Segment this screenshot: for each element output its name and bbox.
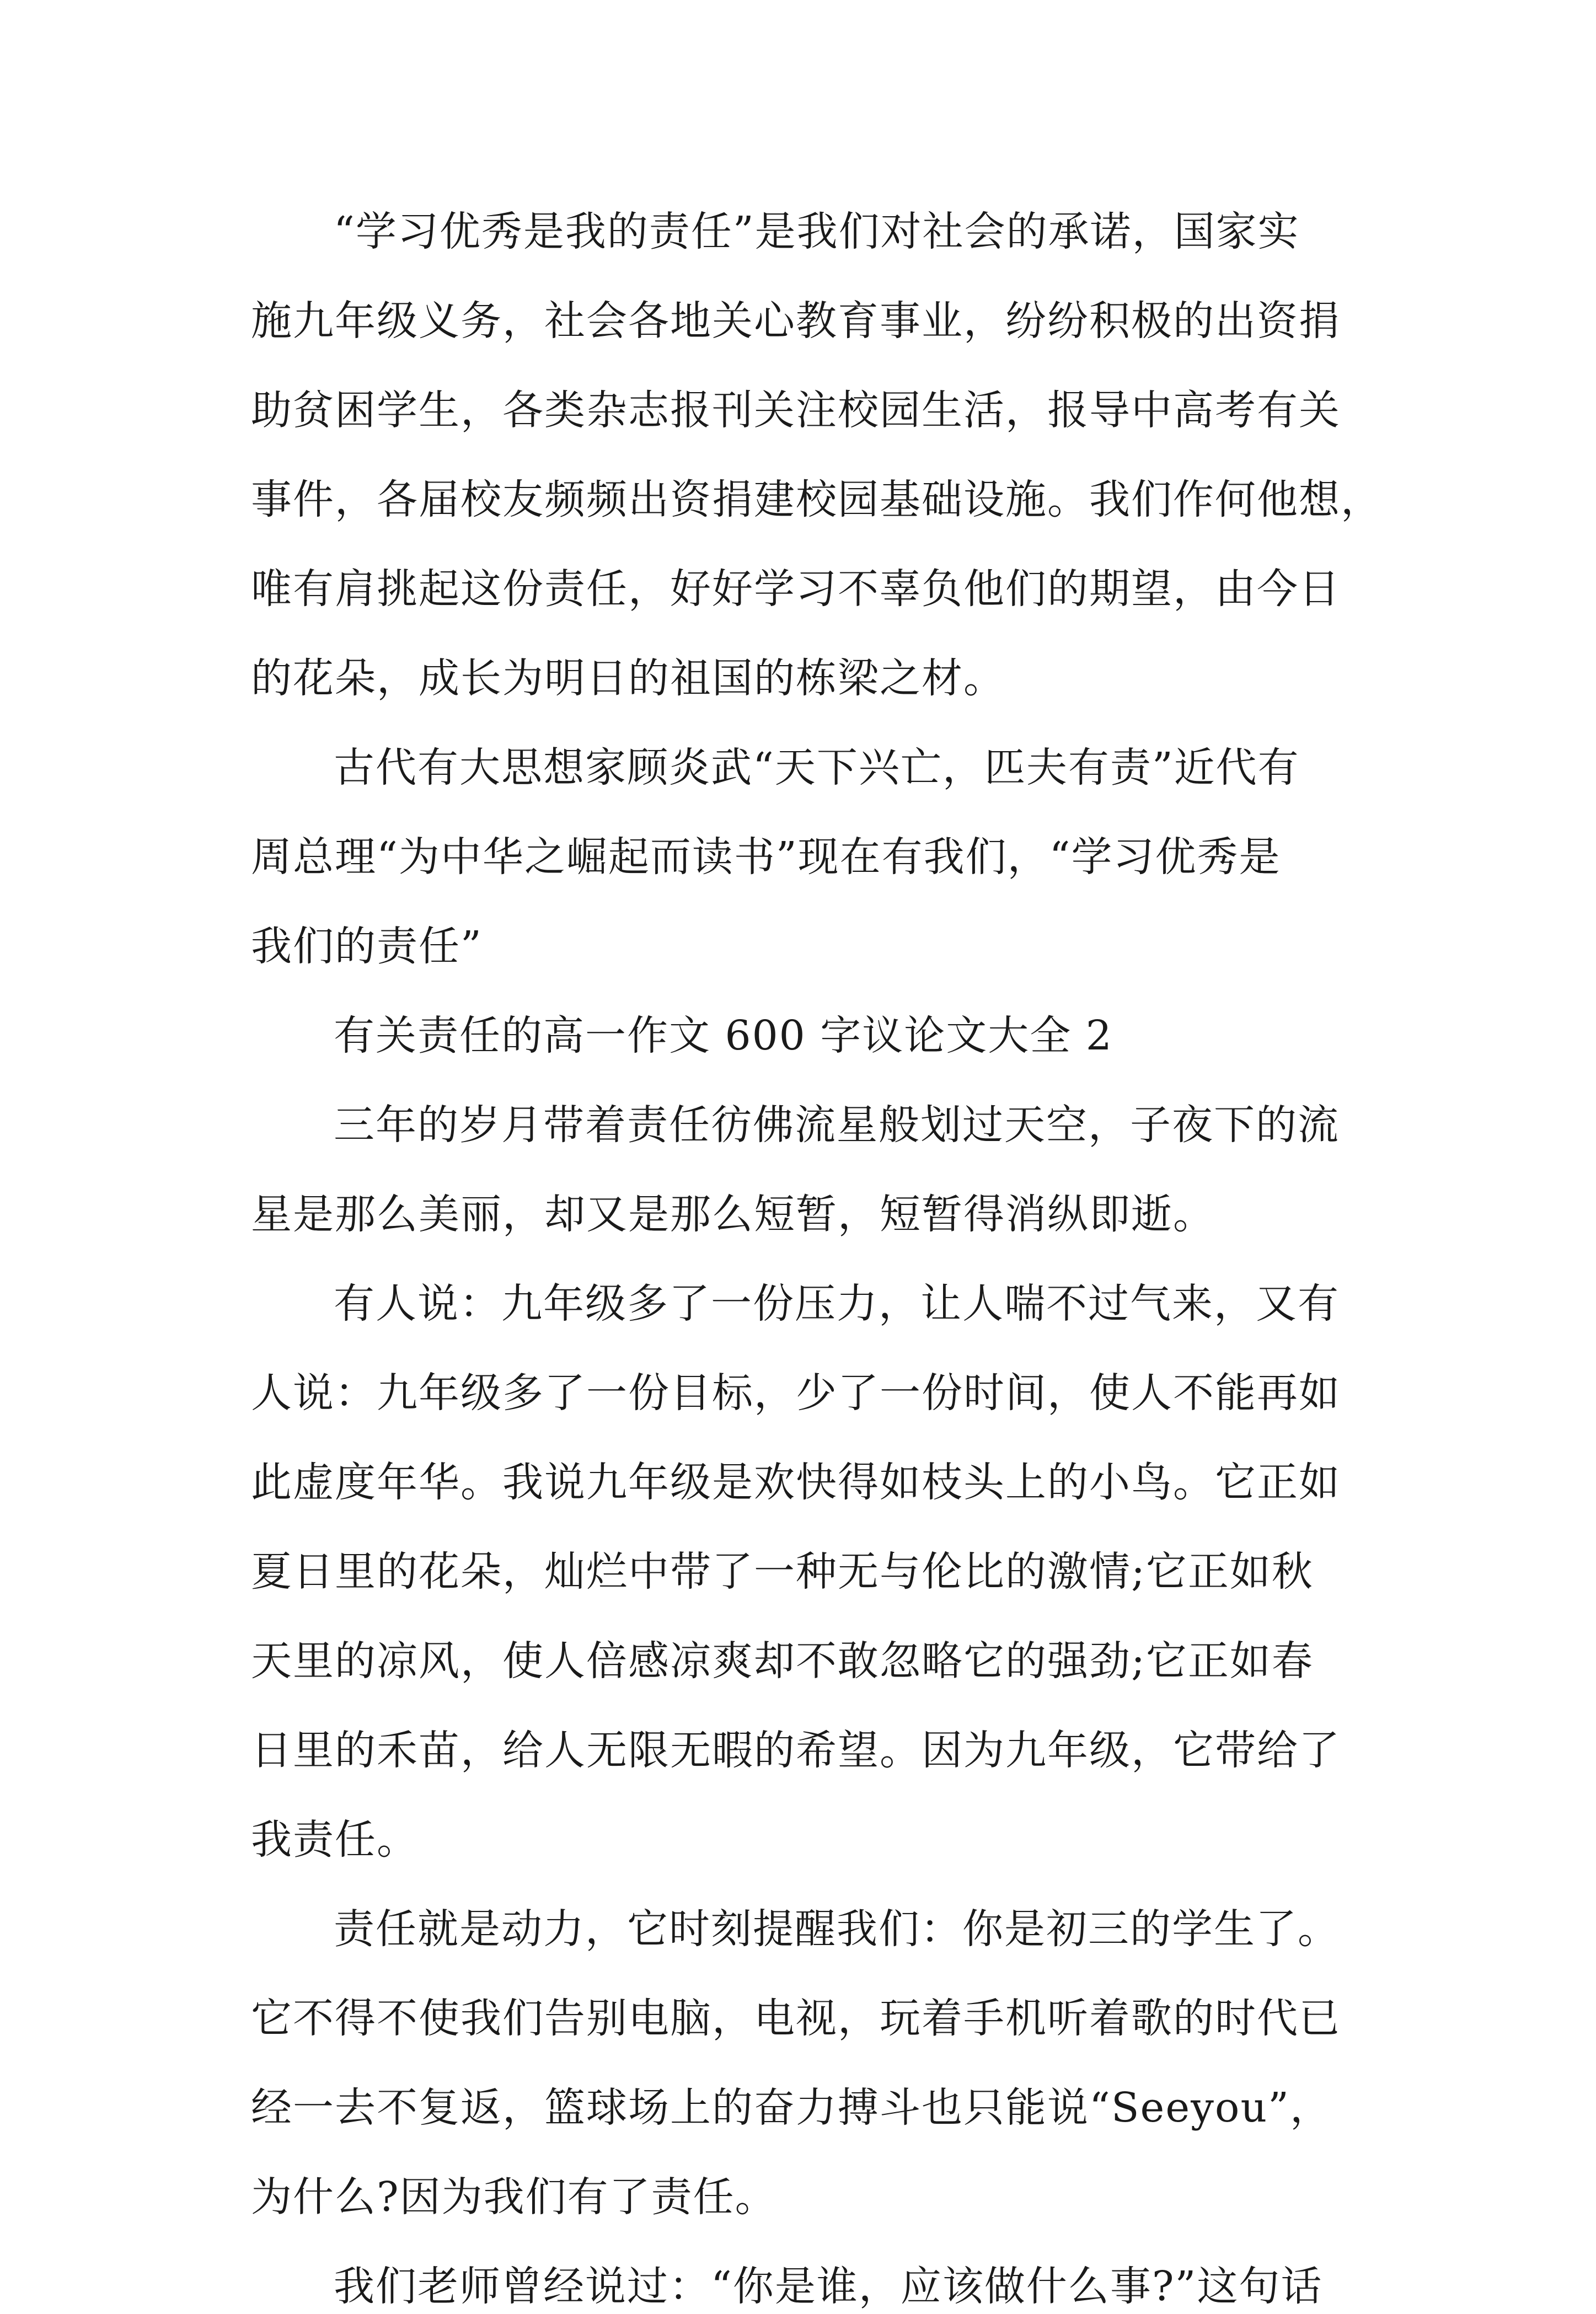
- text-line: 天里的凉风，使人倍感凉爽却不敢忽略它的强劲;它正如春: [251, 1637, 1314, 1685]
- text-line: 此虚度年华。我说九年级是欢快得如枝头上的小鸟。它正如: [251, 1459, 1341, 1506]
- text-line: 唯有肩挑起这份责任，好好学习不辜负他们的期望，由今日: [251, 565, 1341, 613]
- text-line: 人说：九年级多了一份目标，少了一份时间，使人不能再如: [251, 1369, 1341, 1417]
- text-line: 我们老师曾经说过：“你是谁，应该做什么事?”这句话: [334, 2263, 1323, 2310]
- text-line: 星是那么美丽，却又是那么短暂，短暂得消纵即逝。: [251, 1191, 1215, 1238]
- text-line: 施九年级义务，社会各地关心教育事业，纷纷积极的出资捐: [251, 297, 1341, 345]
- text-line: 周总理“为中华之崛起而读书”现在有我们，“学习优秀是: [251, 833, 1281, 881]
- text-line: 它不得不使我们告别电脑，电视，玩着手机听着歌的时代已: [251, 1995, 1341, 2042]
- text-line: 责任就是动力，它时刻提醒我们：你是初三的学生了。: [334, 1905, 1340, 1953]
- text-line: 夏日里的花朵，灿烂中带了一种无与伦比的激情;它正如秋: [251, 1548, 1314, 1595]
- text-line: 我们的责任”: [251, 923, 483, 970]
- text-line: 古代有大思想家顾炎武“天下兴亡，匹夫有责”近代有: [334, 744, 1300, 791]
- text-line: “学习优秀是我的责任”是我们对社会的承诺，国家实: [334, 208, 1300, 255]
- text-line: 三年的岁月带着责任彷佛流星般划过天空，子夜下的流: [334, 1101, 1340, 1149]
- text-line: 日里的禾苗，给人无限无暇的希望。因为九年级，它带给了: [251, 1727, 1341, 1774]
- text-line: 我责任。: [251, 1816, 419, 1863]
- text-line: 助贫困学生，各类杂志报刊关注校园生活，报导中高考有关: [251, 387, 1341, 434]
- text-line: 有人说：九年级多了一份压力，让人喘不过气来，又有: [334, 1280, 1340, 1327]
- text-line: 的花朵，成长为明日的祖国的栋梁之材。: [251, 655, 1005, 702]
- text-line: 为什么?因为我们有了责任。: [251, 2173, 777, 2221]
- text-line: 事件，各届校友频频出资捐建校园基础设施。我们作何他想，: [251, 476, 1383, 523]
- section-heading: 有关责任的高一作文 600 字议论文大全 2: [334, 1012, 1113, 1059]
- text-line: 经一去不复返，篮球场上的奋力搏斗也只能说“Seeyou”，: [251, 2084, 1332, 2131]
